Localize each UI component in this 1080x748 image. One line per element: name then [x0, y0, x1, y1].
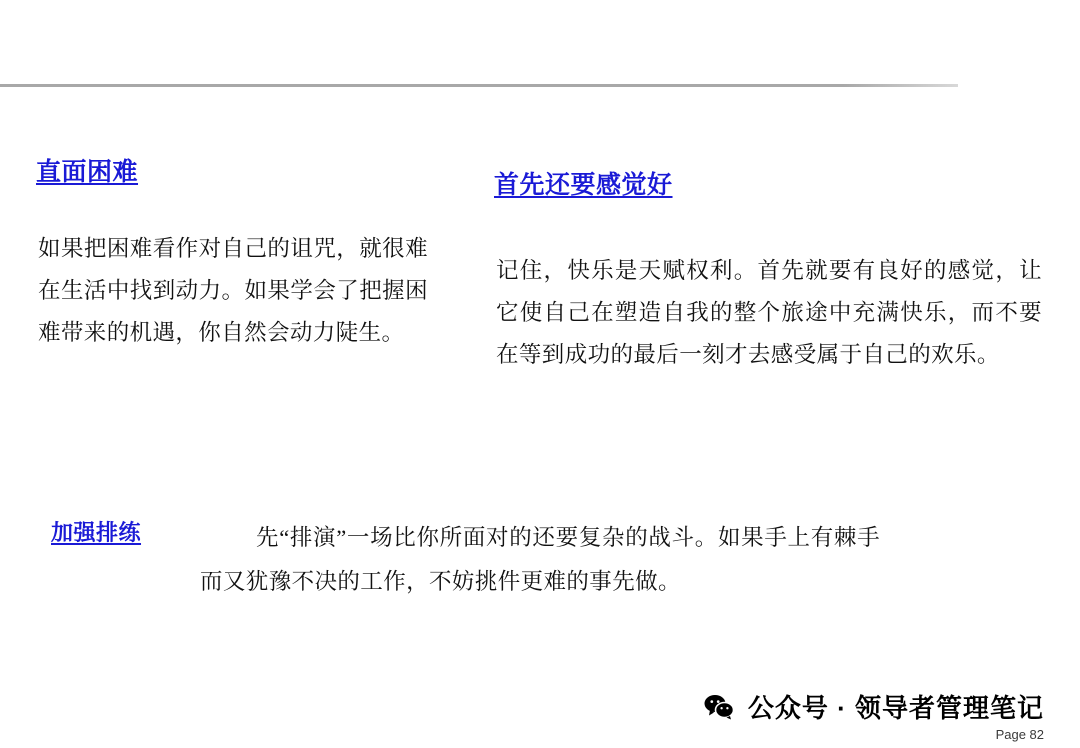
section-heading-rehearsal: 加强排练	[51, 520, 142, 545]
page-number: Page 82	[995, 727, 1044, 742]
wechat-icon	[704, 694, 734, 720]
footer-brand	[704, 688, 1044, 725]
section-heading-facing-difficulty: 直面困难	[36, 158, 139, 186]
header-divider	[0, 84, 958, 87]
section-body-rehearsal: 先“排演”一场比你所面对的还要复杂的战斗。如果手上有棘手而又犹豫不决的工作，不妨挑件更难的事先做。	[200, 525, 880, 594]
section-body-feel-good-first: 记住，快乐是天赋权利。首先就要有良好的感觉，让它使自己在塑造自我的整个旅途中充满快乐，而不要在等到成功的最后一刻才去感受属于自己的欢乐。	[496, 258, 1042, 367]
section-heading-feel-good-first: 首先还要感觉好	[494, 171, 673, 199]
footer-brand-label: 公众号 · 领导者管理笔记	[747, 693, 1044, 723]
section-body-facing-difficulty: 如果把困难看作对自己的诅咒，就很难在生活中找到动力。如果学会了把握困难带来的机遇，你自然会动力陡生。	[38, 236, 428, 345]
